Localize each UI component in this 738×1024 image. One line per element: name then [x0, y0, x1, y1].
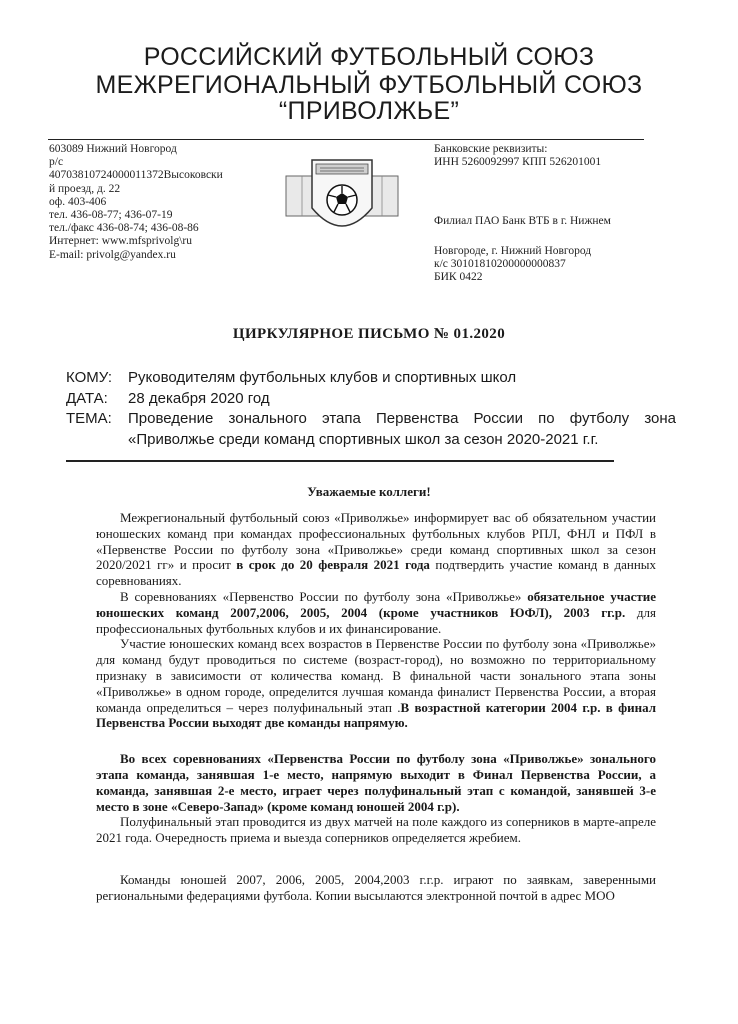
letter-meta — [66, 368, 676, 450]
subject-label: ТЕМА: — [66, 410, 112, 427]
address-line: 603089 Нижний Новгород — [49, 143, 177, 155]
date-label: ДАТА: — [66, 389, 108, 407]
org-title-line-2: МЕЖРЕГИОНАЛЬНЫЙ ФУТБОЛЬНЫЙ СОЮЗ — [95, 71, 643, 99]
meta-divider — [66, 460, 614, 462]
subject-row-2 — [66, 430, 676, 451]
bank-line: к/с 30101810200000000837 — [434, 257, 566, 270]
letter-heading: ЦИРКУЛЯРНОЕ ПИСЬМО № 01.2020 — [232, 326, 506, 342]
header-divider — [48, 139, 644, 140]
letter-body — [96, 510, 656, 904]
subject-line-2: «Приволжье среди команд спортивных школ за сезон 2020-2021 г.г. — [128, 430, 599, 448]
subject-row — [66, 409, 676, 430]
paragraph: Межрегиональный футбольный союз «Приволжье» информирует вас об обязательном участии юношеских команд при командах профессиональных футбольных клубов РПЛ, ФНЛ и ПФЛ в «Первенстве России по футболу зона «Приволжье» среди команд спортивных школ за сезон 2020/2021 гг» и просит в срок до 20 февраля 2021 года подтвердить участие команд в данных соревнованиях. — [96, 510, 657, 589]
bank-line: БИК 0422 — [434, 271, 483, 284]
paragraph: Команды юношей 2007, 2006, 2005, 2004,2003 г.г.р. играют по заявкам, заверенными региональными федерациями футбола. Копии высылаются электронной почтой в адрес МОО — [96, 871, 656, 903]
address-line: тел. 436-08-77; 436-07-19 — [49, 209, 173, 222]
address-line: й проезд, д. 22 — [49, 182, 121, 195]
to-row — [66, 368, 676, 389]
salutation: Уважаемые коллеги! — [307, 484, 431, 499]
address-block — [49, 143, 249, 262]
org-title-line-1: РОССИЙСКИЙ ФУТБОЛЬНЫЙ СОЮЗ — [143, 43, 595, 71]
address-line: E-mail: privolg@yandex.ru — [49, 248, 176, 261]
address-line: р/с — [49, 156, 64, 169]
date-value: 28 декабря 2020 год — [128, 389, 270, 407]
date-row — [66, 389, 676, 410]
bank-details — [434, 143, 714, 284]
subject-line-1: Проведение зонального этапа Первенства России по футболу зона — [128, 410, 676, 427]
bank-line: Филиал ПАО Банк ВТБ в г. Нижнем — [434, 215, 611, 228]
to-label: КОМУ: — [66, 369, 113, 386]
address-line: оф. 403-406 — [49, 195, 107, 208]
bank-line: ИНН 5260092997 КПП 526201001 — [434, 156, 602, 169]
org-title-line-3: “ПРИВОЛЖЬЕ” — [278, 97, 460, 125]
union-emblem-icon — [282, 150, 402, 250]
paragraph: Участие юношеских команд всех возрастов в Первенстве России по футболу зона «Приволжье» для команд будут проводиться по системе (возраст-город), но возможно по территориальному признаку в зависимости от количества команд. В финальной части зонального этапа зоны «Приволжье» в одном городе, определится лучшая команда финалист Первенства России, а вторая команда определиться – через полуфинальный этап .В возрастной категории 2004 г.р. в финал Первенства России выходят две команды напрямую. — [96, 636, 656, 731]
to-value: Руководителям футбольных клубов и спортивных школ — [128, 369, 517, 386]
paragraph: В соревнованиях «Первенство России по футболу зона «Приволжье» обязательное участие юношеских команд 2007,2006, 2005, 2004 (кроме участников ЮФЛ), 2003 гг.р. для профессиональных футбольных клубов и их финансирование. — [96, 588, 656, 636]
bank-line: Банковские реквизиты: — [434, 143, 548, 155]
address-line: 40703810724000011372Высоковски — [49, 169, 223, 182]
address-line: Интернет: www.mfsprivolg\ru — [49, 235, 192, 248]
bank-line: Новгороде, г. Нижний Новгород — [434, 244, 592, 257]
paragraph: Во всех соревнованиях «Первенства России по футболу зона «Приволжье» зонального этапа команда, занявшая 1-е место, напрямую выходит в Финал Первенства России, а команда, занявшая 2-е место, играет через полуфинальный этап с командой, занявшей 3-е место в зоне «Северо-Запад» (кроме команд юношей 2004 г.р). — [96, 751, 656, 814]
address-line: тел./факс 436-08-74; 436-08-86 — [49, 222, 199, 235]
paragraph: Полуфинальный этап проводится из двух матчей на поле каждого из соперников в марте-апреле 2021 года. Очередность приема и выезда соперников определяется жребием. — [96, 814, 656, 846]
